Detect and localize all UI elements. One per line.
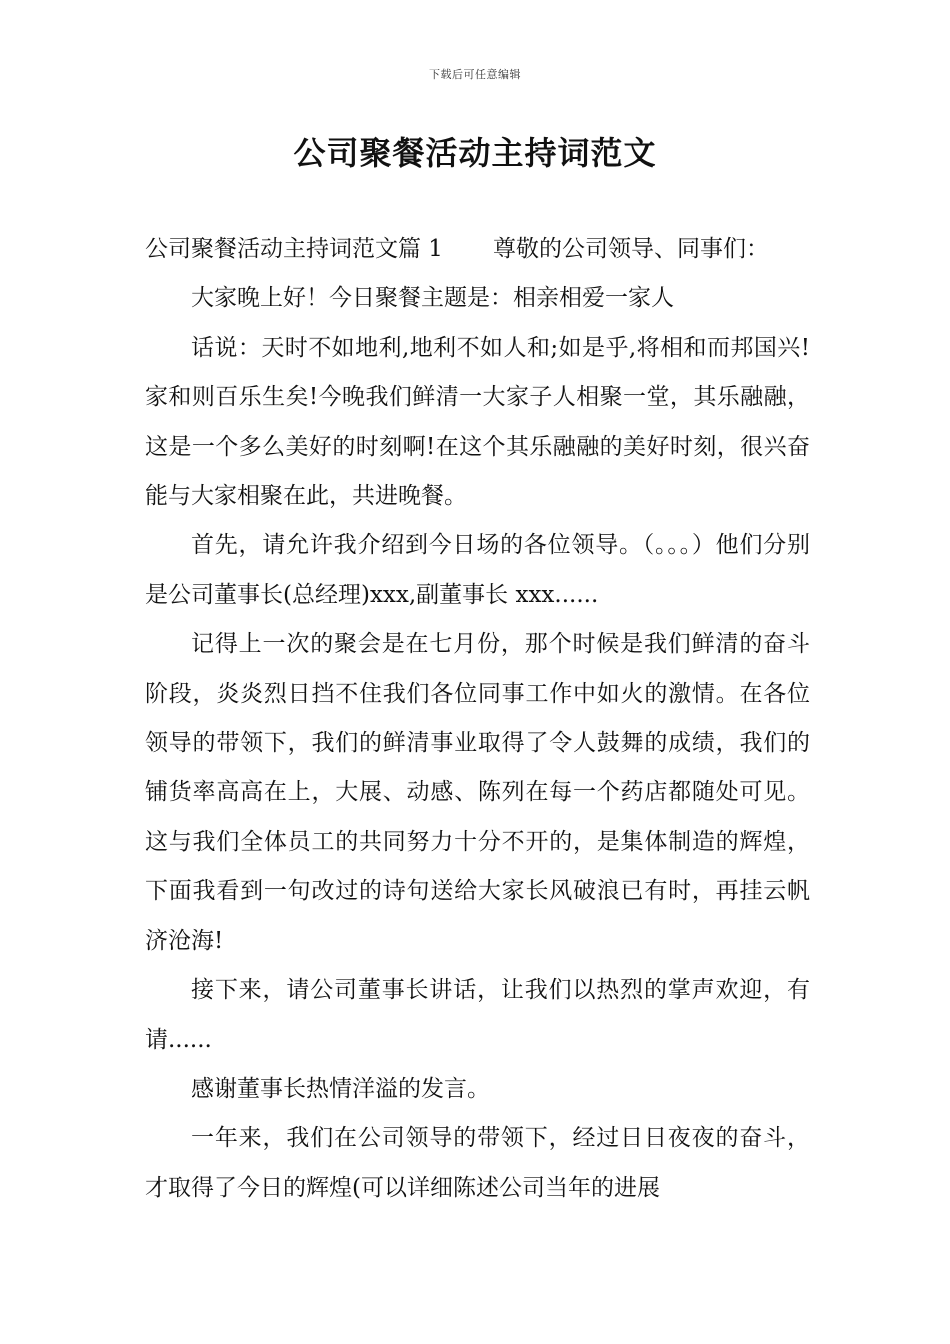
salutation: 尊敬的公司领导、同事们：	[492, 236, 769, 262]
paragraph-2: 话说：天时不如地利,地利不如人和;如是乎,将相和而邦国兴!家和则百乐生矣!今晚我们鲜清一大家子人相聚一堂，其乐融融，这是一个多么美好的时刻啊!在这个其乐融融的美好时刻，很兴奋能与大家相聚在此，共进晚餐。	[145, 334, 810, 510]
page-header-note: 下载后可任意编辑	[429, 68, 521, 81]
paragraph-6: 感谢董事长热情洋溢的发言。	[191, 1075, 490, 1102]
intro-line	[145, 225, 810, 274]
paragraph-3: 首先，请允许我介绍到今日场的各位领导。（。。。）他们分别是公司董事长(总经理)xxx,副董事长 xxx......	[145, 532, 810, 608]
paragraph-5: 接下来，请公司董事长讲话，让我们以热烈的掌声欢迎，有请......	[145, 977, 810, 1053]
section-label: 公司聚餐活动主持词范文篇 1	[145, 236, 443, 262]
paragraph-1: 大家晚上好！今日聚餐主题是：相亲相爱一家人	[191, 285, 674, 312]
document-title: 公司聚餐活动主持词范文	[293, 134, 657, 172]
paragraph-4: 记得上一次的聚会是在七月份，那个时候是我们鲜清的奋斗阶段，炎炎烈日挡不住我们各位同事工作中如火的激情。在各位领导的带领下，我们的鲜清事业取得了令人鼓舞的成绩，我们的铺货率高高在上，大展、动感、陈列在每一个药店都随处可见。这与我们全体员工的共同努力十分不开的，是集体制造的辉煌，下面我看到一句改过的诗句送给大家长风破浪已有时，再挂云帆济沧海!	[145, 631, 810, 954]
document-body	[145, 225, 810, 1213]
paragraph-7: 一年来，我们在公司领导的带领下，经过日日夜夜的奋斗，才取得了今日的辉煌(可以详细陈述公司当年的进展	[145, 1125, 810, 1201]
